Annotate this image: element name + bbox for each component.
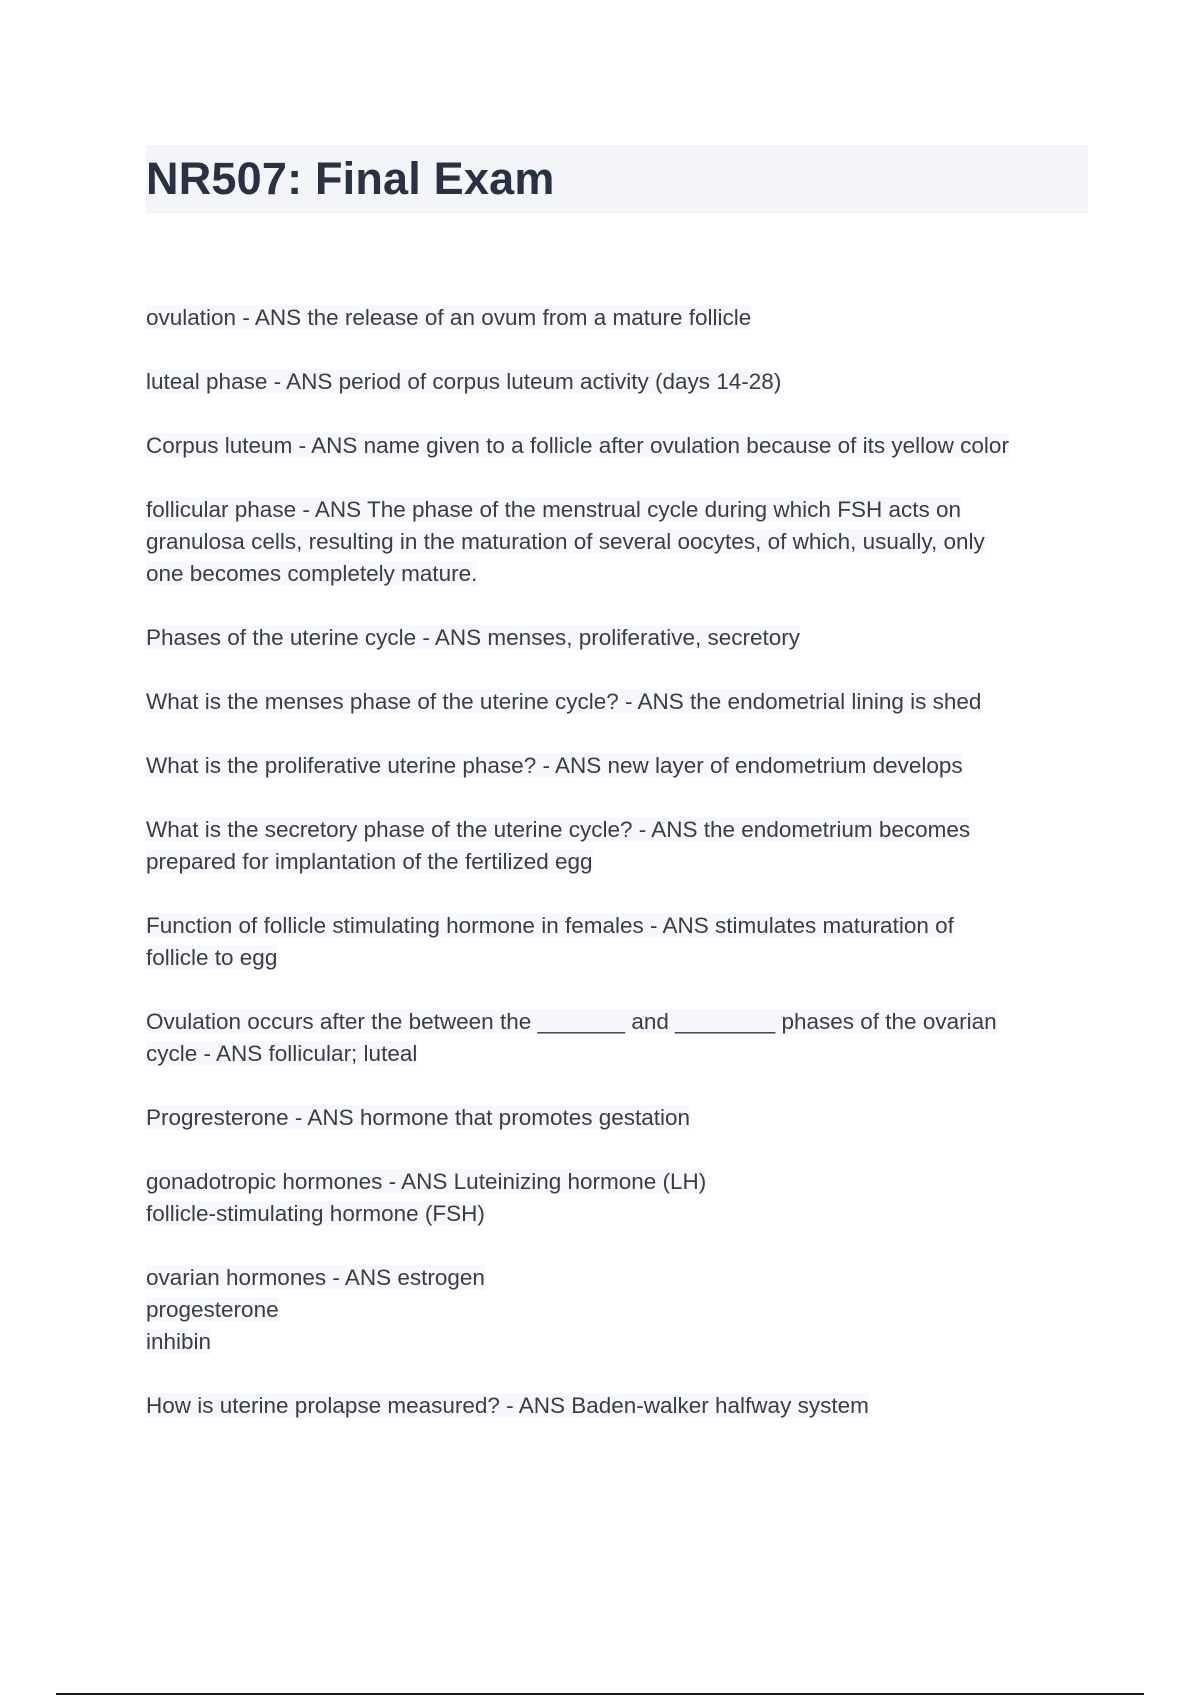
qa-item	[146, 622, 1096, 654]
qa-item	[146, 1166, 1096, 1230]
title-banner	[146, 145, 1088, 213]
qa-line: Ovulation occurs after the between the _______ and ________ phases of the ovarian	[146, 1009, 997, 1034]
qa-item	[146, 750, 1096, 782]
qa-line: What is the menses phase of the uterine cycle? - ANS the endometrial lining is shed	[146, 689, 982, 714]
qa-item	[146, 1390, 1096, 1422]
qa-item	[146, 1006, 1096, 1070]
qa-line: follicle to egg	[146, 945, 278, 970]
qa-line: What is the secretory phase of the uterine cycle? - ANS the endometrium becomes	[146, 817, 971, 842]
qa-line: Phases of the uterine cycle - ANS menses, proliferative, secretory	[146, 625, 801, 650]
qa-line: follicle-stimulating hormone (FSH)	[146, 1201, 485, 1226]
qa-line: prepared for implantation of the fertilized egg	[146, 849, 593, 874]
footer-divider	[56, 1693, 1144, 1695]
qa-item	[146, 686, 1096, 718]
page-title: NR507: Final Exam	[146, 153, 555, 204]
qa-line: cycle - ANS follicular; luteal	[146, 1041, 418, 1066]
qa-item	[146, 366, 1096, 398]
qa-item	[146, 1262, 1096, 1358]
qa-item	[146, 910, 1096, 974]
qa-item	[146, 1102, 1096, 1134]
qa-line: luteal phase - ANS period of corpus luteum activity (days 14-28)	[146, 369, 782, 394]
qa-line: Corpus luteum - ANS name given to a follicle after ovulation because of its yellow color	[146, 433, 1009, 458]
qa-line: What is the proliferative uterine phase? - ANS new layer of endometrium develops	[146, 753, 963, 778]
qa-line: ovulation - ANS the release of an ovum from a mature follicle	[146, 305, 752, 330]
qa-line: progesterone	[146, 1297, 279, 1322]
qa-line: one becomes completely mature.	[146, 561, 478, 586]
qa-line: granulosa cells, resulting in the maturation of several oocytes, of which, usually, only	[146, 529, 985, 554]
qa-item	[146, 814, 1096, 878]
qa-item	[146, 494, 1096, 590]
qa-line: inhibin	[146, 1329, 212, 1354]
qa-line: How is uterine prolapse measured? - ANS Baden-walker halfway system	[146, 1393, 869, 1418]
qa-line: Function of follicle stimulating hormone in females - ANS stimulates maturation of	[146, 913, 954, 938]
qa-item	[146, 302, 1096, 334]
qa-line: ovarian hormones - ANS estrogen	[146, 1265, 485, 1290]
qa-line: Progresterone - ANS hormone that promotes gestation	[146, 1105, 691, 1130]
qa-line: follicular phase - ANS The phase of the menstrual cycle during which FSH acts on	[146, 497, 961, 522]
qa-line: gonadotropic hormones - ANS Luteinizing hormone (LH)	[146, 1169, 707, 1194]
qa-list	[146, 302, 1096, 1454]
qa-item	[146, 430, 1096, 462]
